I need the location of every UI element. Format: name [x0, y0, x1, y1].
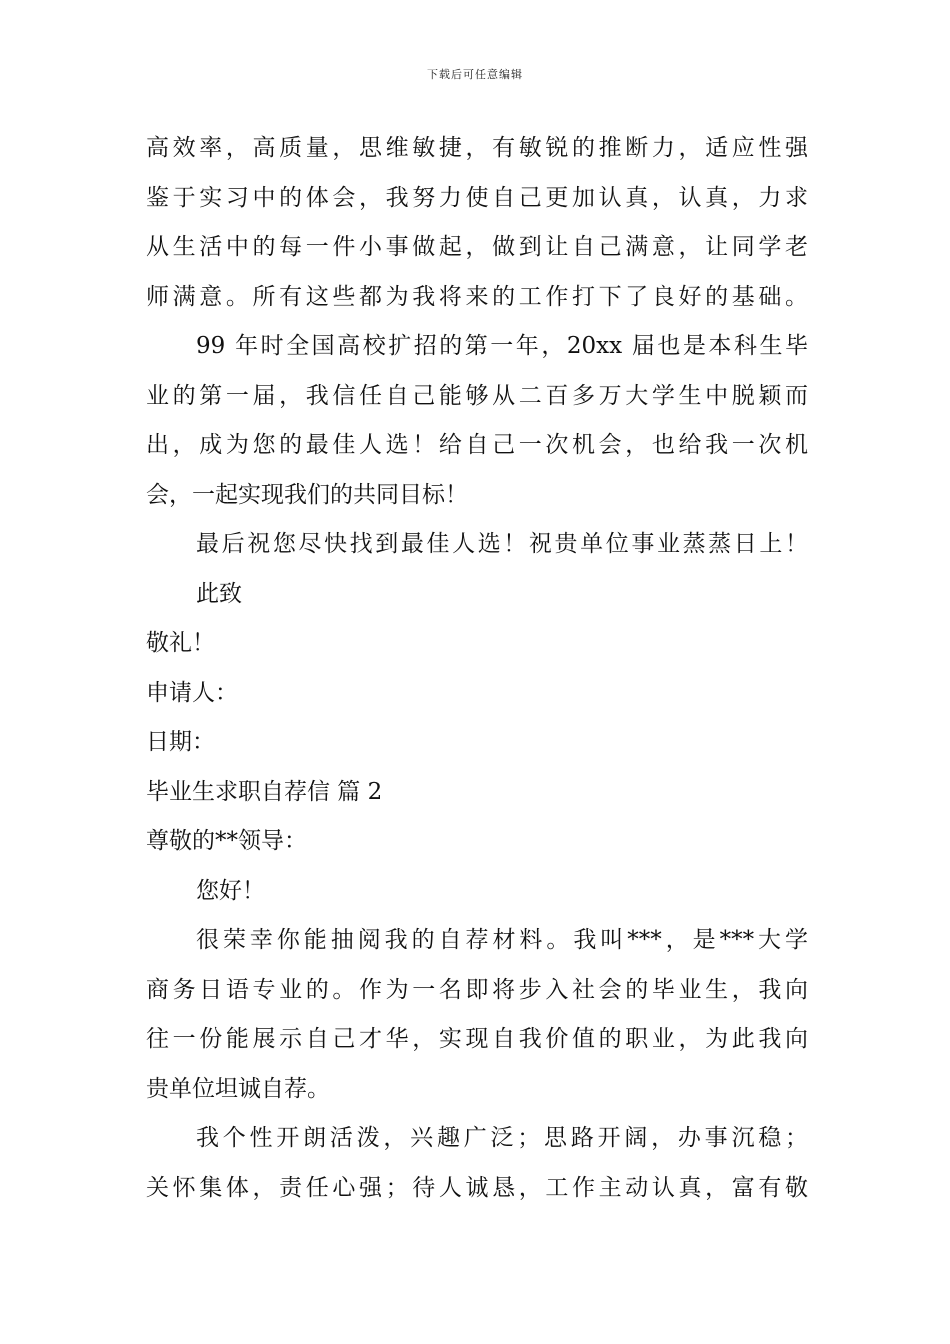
text-line: 师满意。所有这些都为我将来的工作打下了良好的基础。 [146, 283, 808, 310]
text-line: 鉴于实习中的体会，我努力使自己更加认真，认真，力求 [146, 184, 808, 211]
text-line: 会，一起实现我们的共同目标！ [146, 481, 468, 508]
text-line: 从生活中的每一件小事做起，做到让自己满意，让同学老 [146, 234, 808, 260]
paragraph-start-line: 很荣幸你能抽阅我的自荐材料。我叫***，是***大学 [196, 927, 808, 953]
salutation-jingli: 敬礼！ [146, 630, 215, 656]
text-line: 关怀集体，责任心强；待人诚恳，工作主动认真，富有敬 [146, 1174, 808, 1201]
text-line: 商务日语专业的。作为一名即将步入社会的毕业生，我向 [146, 976, 808, 1003]
closing-wish-line: 最后祝您尽快找到最佳人选！祝贵单位事业蒸蒸日上！ [196, 531, 808, 557]
section-title: 毕业生求职自荐信 篇 2 [146, 778, 383, 805]
text-line: 往一份能展示自己才华，实现自我价值的职业，为此我向 [146, 1026, 808, 1052]
date-label: 日期： [146, 729, 215, 755]
document-body [146, 124, 808, 1213]
text-line: 出，成为您的最佳人选！给自己一次机会，也给我一次机 [146, 432, 808, 458]
text-line: 贵单位坦诚自荐。 [146, 1075, 330, 1102]
salutation-zhici: 此致 [196, 580, 242, 607]
hello-line: 您好！ [196, 877, 265, 904]
page-header-note: 下载后可任意编辑 [427, 68, 523, 81]
letter-greeting: 尊敬的**领导： [146, 828, 307, 854]
paragraph-start-line: 99 年时全国高校扩招的第一年，20xx 届也是本科生毕 [196, 333, 808, 359]
paragraph-start-line: 我个性开朗活泼，兴趣广泛；思路开阔，办事沉稳； [196, 1125, 808, 1151]
text-line: 业的第一届，我信任自己能够从二百多万大学生中脱颖而 [146, 382, 808, 409]
text-line: 高效率，高质量，思维敏捷，有敏锐的推断力，适应性强 [146, 135, 808, 161]
applicant-label: 申请人： [146, 679, 238, 706]
